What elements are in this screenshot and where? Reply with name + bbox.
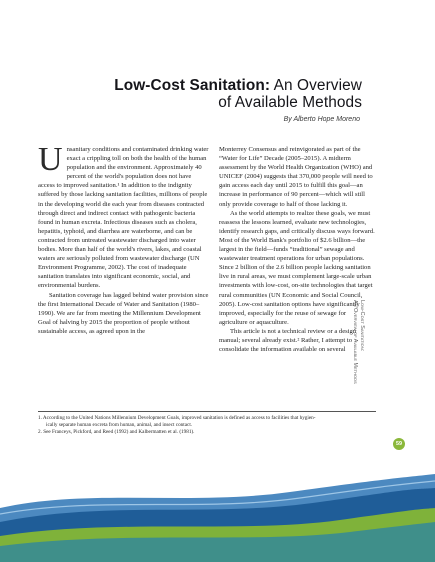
footnote-1-continued: ically separate human excreta from human, animal, and insect contact. [46,422,193,429]
footnotes [38,415,376,437]
footnote-2: 2. See Franceys, Pickford, and Reed (1992) and Kalbermatten et al. (1981). [38,429,195,436]
left-paragraph-1 [38,141,209,291]
left-paragraph-2: Sanitation coverage has lagged behind water provision since the first International Decade of Water and Sanitation (1980–1990). We are far from meeting the Millennium Development Goal of halving by 2015 the proportion of people without sustainable access, as agreed upon in the [38,291,209,335]
article-title [40,77,362,111]
left-paragraph-1-text: nsanitary conditions and contaminated drinking water exact a crippling toll on both the health of the human population and the environment. Approximately 40 percent of the world's population does not have access to improved sanitation.¹ In addition to the indignity suffered by those lacking sanitation facilities, millions of people in the developing world die each year from diseases contracted through direct and indirect contact with pathogenic bacteria found in human excreta. Infectious diseases such as cholera, hepatitis, typhoid, and diarrhea are waterborne, and can be contracted from untreated wastewater discharged into water bodies. More than half of the world's rivers, lakes, and coastal waters are seriously polluted from wastewater discharge (UN Environment Programme, 2002). The cost of inadequate sanitation translates into significant economic, social, and environmental burdens. [38,146,209,290]
right-paragraph-1: Monterrey Consensus and reinvigorated as part of the “Water for Life” Decade (2005–2015). A midterm assessment by the World Health Organization (WHO) and UNICEF (2004) suggests that 370,000 people will need to gain access each day until 2015 to fulfill this goal—an increase in performance of 90 percent—which will still only provide coverage to half of those lacking it. [219,146,373,208]
page-number-badge: 59 [393,438,405,450]
right-paragraph-3: This article is not a technical review or a design manual; several already exist.² Rather, I attempt to consolidate the information available on several [219,327,357,354]
footnote-1: 1. According to the United Nations Millennium Development Goals, improved sanitation is defined as access to facilities that hygien- [38,415,316,421]
right-paragraph-2: As the world attempts to realize these goals, we must reassess the lessons learned, evaluate new technologies, identify research gaps, and critically discuss ways forward. Most of the World Bank's portfolio of $2.6 billion—the largest in the field—funds “traditional” sewage and wastewater treatment operations for urban populations. Since 2 billion of the 2.6 billion people lacking sanitation live in rural areas, we must complement large-scale urban investments with low-cost, on-site technologies that target rural communities (UN Economic and Social Council, 2005). Low-cost sanitation options have significantly improved, especially for the reuse of sewage for agriculture or aquaculture. [219,209,375,326]
left-column [38,141,209,336]
decorative-wave-graphic [0,448,435,562]
drop-cap: U [38,141,63,178]
author-byline: By Alberto Hope Moreno [283,116,360,123]
footnote-divider [38,411,376,412]
title-line-2: of Available Methods [218,94,362,111]
title-rest-part: An Overview [270,77,362,94]
title-line-1 [40,77,362,94]
running-header-line-2: An Overview of Available Methods [352,300,359,384]
running-header-line-1: Low-Cost Sanitation: [359,300,365,352]
title-bold-part: Low-Cost Sanitation: [114,77,271,94]
running-header-vertical [351,300,365,430]
